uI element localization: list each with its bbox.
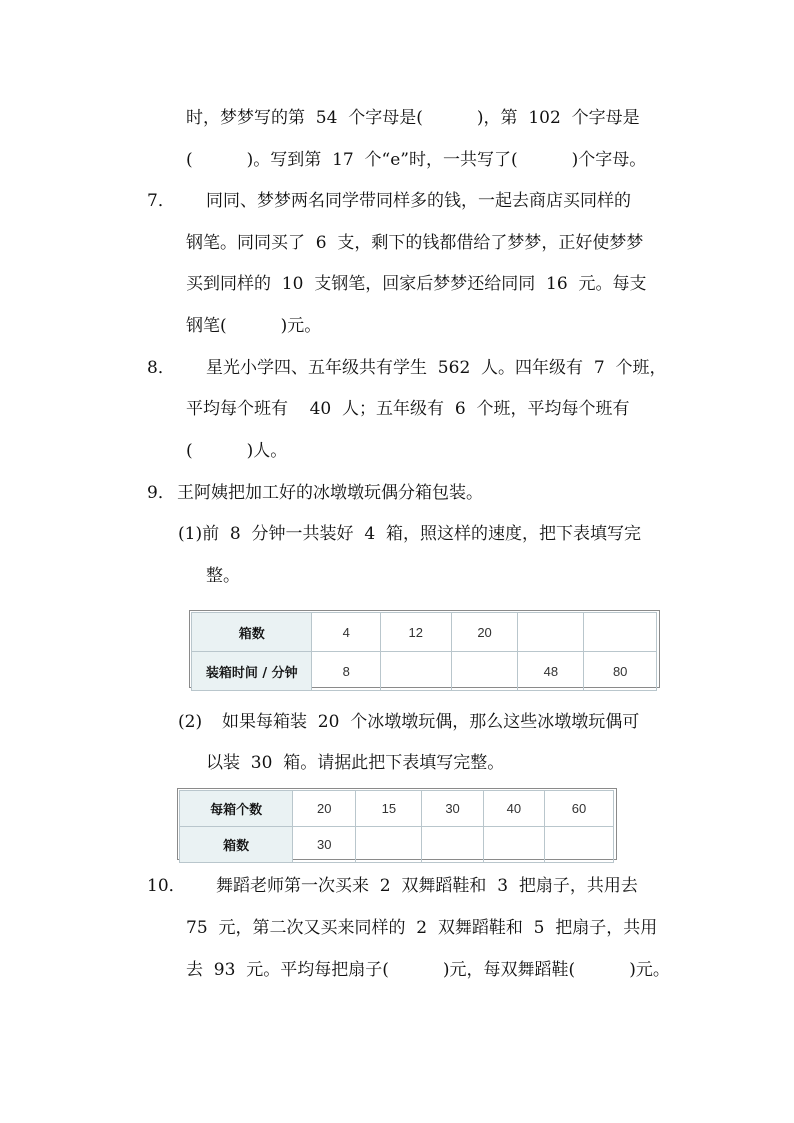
q9-part2-line-1: 如果每箱装 20 个冰墩墩玩偶，那么这些冰墩墩玩偶可 [222, 712, 640, 732]
table-cell [451, 652, 518, 691]
table-cell [422, 827, 483, 863]
table-cell: 12 [380, 613, 451, 652]
table-cell [483, 827, 544, 863]
q10-line-3: 去 93 元。平均每把扇子( )元，每双舞蹈鞋( )元。 [186, 960, 670, 980]
q9-number: 9． [147, 483, 175, 503]
table2 [179, 790, 614, 863]
table1-row-boxes [192, 613, 657, 652]
table-cell: 4 [312, 613, 380, 652]
q8-line-3: ( )人。 [186, 441, 288, 461]
table2-row-per-box [180, 791, 614, 827]
q7-line-2: 钢笔。同同买了 6 支，剩下的钱都借给了梦梦，正好使梦梦 [186, 233, 644, 253]
table1-header-time: 装箱时间 / 分钟 [192, 652, 312, 691]
table1-header-boxes: 箱数 [192, 613, 312, 652]
table-cell: 30 [422, 791, 483, 827]
table-cell: 20 [293, 791, 356, 827]
table-cell: 60 [544, 791, 613, 827]
q7-line-3: 买到同样的 10 支钢笔，回家后梦梦还给同同 16 元。每支 [186, 274, 647, 294]
q7-number: 7． [147, 191, 175, 211]
table2-header-per-box: 每箱个数 [180, 791, 293, 827]
table1-row-time [192, 652, 657, 691]
q10-number: 10． [147, 876, 186, 896]
q7-line-1: 同同、梦梦两名同学带同样多的钱，一起去商店买同样的 [206, 191, 631, 211]
q8-line-1: 星光小学四、五年级共有学生 562 人。四年级有 7 个班， [206, 358, 667, 378]
q9-part1-line-1: (1)前 8 分钟一共装好 4 箱，照这样的速度，把下表填写完 [178, 524, 641, 544]
table-cell [356, 827, 422, 863]
q7-line-4: 钢笔( )元。 [186, 316, 322, 336]
q9-part1-line-2: 整。 [206, 566, 240, 586]
table-cell: 30 [293, 827, 356, 863]
q8-line-2: 平均每个班有 40 人；五年级有 6 个班，平均每个班有 [186, 399, 630, 419]
table-cell [584, 613, 657, 652]
table-cell: 20 [451, 613, 518, 652]
q9-part2-line-2: 以装 30 箱。请据此把下表填写完整。 [206, 753, 505, 773]
table-cell [544, 827, 613, 863]
table-cell: 8 [312, 652, 380, 691]
q10-line-1: 舞蹈老师第一次买来 2 双舞蹈鞋和 3 把扇子，共用去 [216, 876, 638, 896]
table-cell [518, 613, 584, 652]
q8-number: 8． [147, 358, 175, 378]
table1 [191, 612, 657, 691]
table-cell: 48 [518, 652, 584, 691]
q6-line-2: ( )。写到第 17 个“e”时，一共写了( )个字母。 [186, 150, 647, 170]
q6-line-1: 时，梦梦写的第 54 个字母是( )，第 102 个字母是 [186, 108, 640, 128]
q9-stem: 王阿姨把加工好的冰墩墩玩偶分箱包装。 [177, 483, 483, 503]
table-cell: 15 [356, 791, 422, 827]
table-cell: 80 [584, 652, 657, 691]
table-cell: 40 [483, 791, 544, 827]
table2-row-boxes [180, 827, 614, 863]
table-cell [380, 652, 451, 691]
q9-part2-label: (2) [178, 712, 203, 732]
table2-header-boxes: 箱数 [180, 827, 293, 863]
q10-line-2: 75 元，第二次又买来同样的 2 双舞蹈鞋和 5 把扇子，共用 [186, 918, 658, 938]
